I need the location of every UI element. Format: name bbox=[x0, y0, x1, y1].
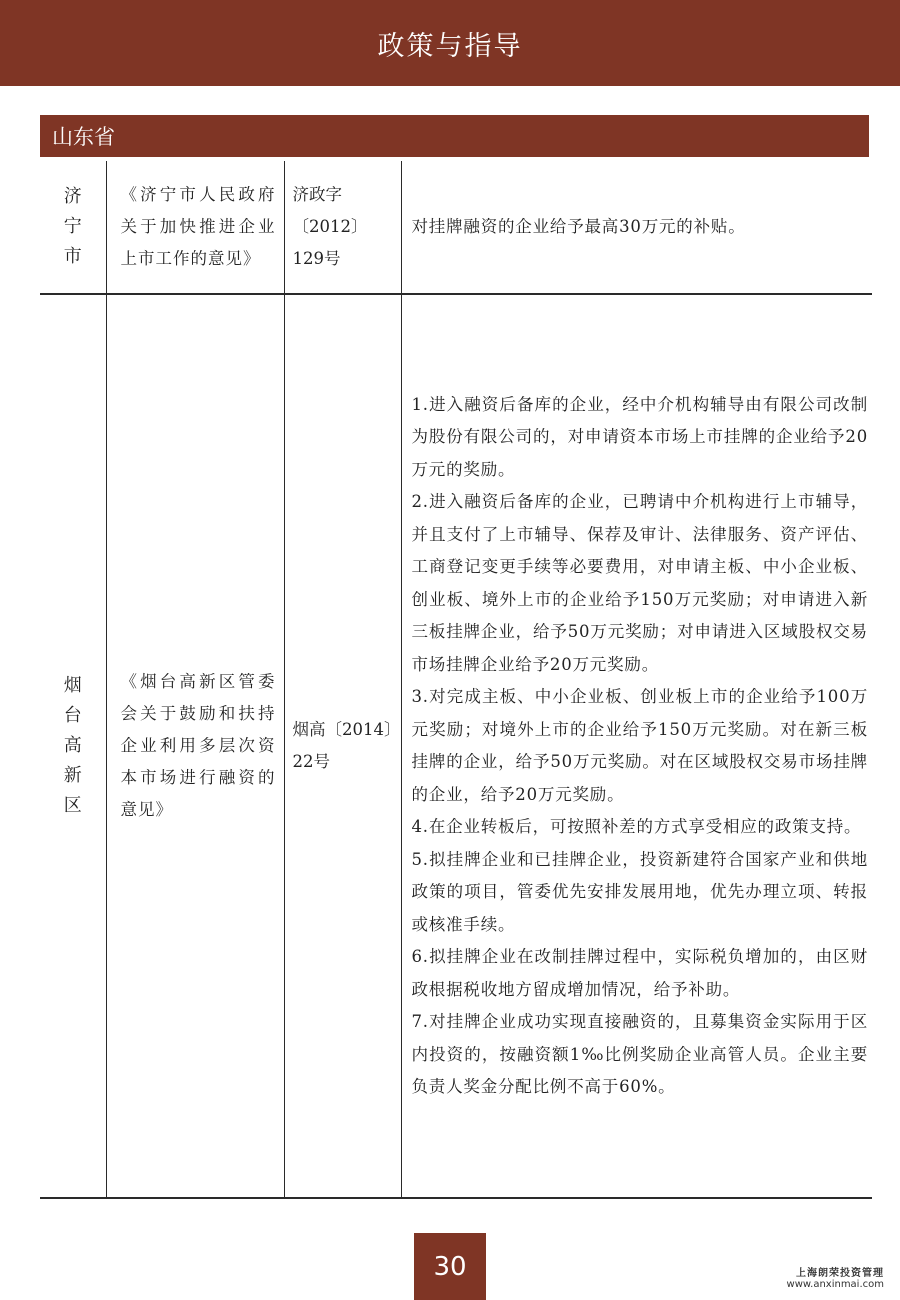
company-url: www.anxinmai.com bbox=[786, 1279, 884, 1290]
policy-item-4: 4.在企业转板后，可按照补差的方式享受相应的政策支持。 bbox=[411, 817, 862, 836]
policy-item-3: 3.对完成主板、中小企业板、创业板上市的企业给予100万元奖励；对境外上市的企业给予150万元奖励。对在新三板挂牌的企业，给予50万元奖励。对在区域股权交易市场挂牌的企业，给予20万元奖励。 bbox=[411, 687, 868, 804]
document-number: 济政字〔2012〕129号 bbox=[292, 185, 368, 268]
document-number: 烟高〔2014〕22号 bbox=[292, 720, 393, 771]
document-title: 《济宁市人民政府关于加快推进企业上市工作的意见》 bbox=[120, 185, 276, 268]
table-row bbox=[40, 161, 872, 294]
doc-number-cell bbox=[284, 161, 401, 294]
city-cell bbox=[40, 294, 106, 1198]
page-number: 30 bbox=[433, 1251, 467, 1282]
footer-brand bbox=[787, 1264, 884, 1290]
policy-table bbox=[40, 161, 872, 1199]
page-header bbox=[0, 0, 900, 86]
policy-item-1: 1.进入融资后备库的企业，经中介机构辅导由有限公司改制为股份有限公司的，对申请资本市场上市挂牌的企业给予20万元的奖励。 bbox=[411, 394, 868, 479]
document-title: 《烟台高新区管委会关于鼓励和扶持企业利用多层次资本市场进行融资的意见》 bbox=[120, 672, 276, 819]
policy-content-cell bbox=[401, 294, 872, 1198]
policy-content bbox=[402, 387, 873, 1106]
policy-item-5: 5.拟挂牌企业和已挂牌企业，投资新建符合国家产业和供地政策的项目，管委优先安排发展用地，优先办理立项、转报或核准手续。 bbox=[411, 849, 868, 934]
document-cell bbox=[106, 294, 284, 1198]
city-name: 济宁市 bbox=[63, 186, 82, 267]
doc-number-cell bbox=[284, 294, 401, 1198]
document-cell bbox=[106, 161, 284, 294]
policy-content-cell bbox=[401, 161, 872, 294]
table-row bbox=[40, 294, 872, 1198]
company-name: 上海朗荣投资管理 bbox=[796, 1268, 884, 1279]
city-cell bbox=[40, 161, 106, 294]
policy-content bbox=[402, 209, 873, 246]
city-name: 烟台高新区 bbox=[63, 675, 82, 816]
policy-item: 对挂牌融资的企业给予最高30万元的补贴。 bbox=[411, 216, 746, 236]
page-title: 政策与指导 bbox=[377, 30, 523, 62]
policy-item-7: 7.对挂牌企业成功实现直接融资的，且募集资金实际用于区内投资的，按融资额1‰比例奖励企业高管人员。企业主要负责人奖金分配比例不高于60%。 bbox=[411, 1012, 868, 1096]
province-label: 山东省 bbox=[52, 125, 115, 149]
page-number-box bbox=[414, 1233, 486, 1300]
province-heading-bar bbox=[40, 115, 869, 157]
policy-item-6: 6.拟挂牌企业在改制挂牌过程中，实际税负增加的，由区财政根据税收地方留成增加情况，给予补助。 bbox=[411, 947, 868, 999]
policy-item-2: 2.进入融资后备库的企业，已聘请中介机构进行上市辅导，并且支付了上市辅导、保荐及审计、法律服务、资产评估、工商登记变更手续等必要费用，对申请主板、中小企业板、创业板、境外上市的企业给予150万元奖励；对申请进入新三板挂牌企业，给予50万元奖励；对申请进入区域股权交易市场挂牌企业给予20万元奖励。 bbox=[411, 492, 868, 674]
